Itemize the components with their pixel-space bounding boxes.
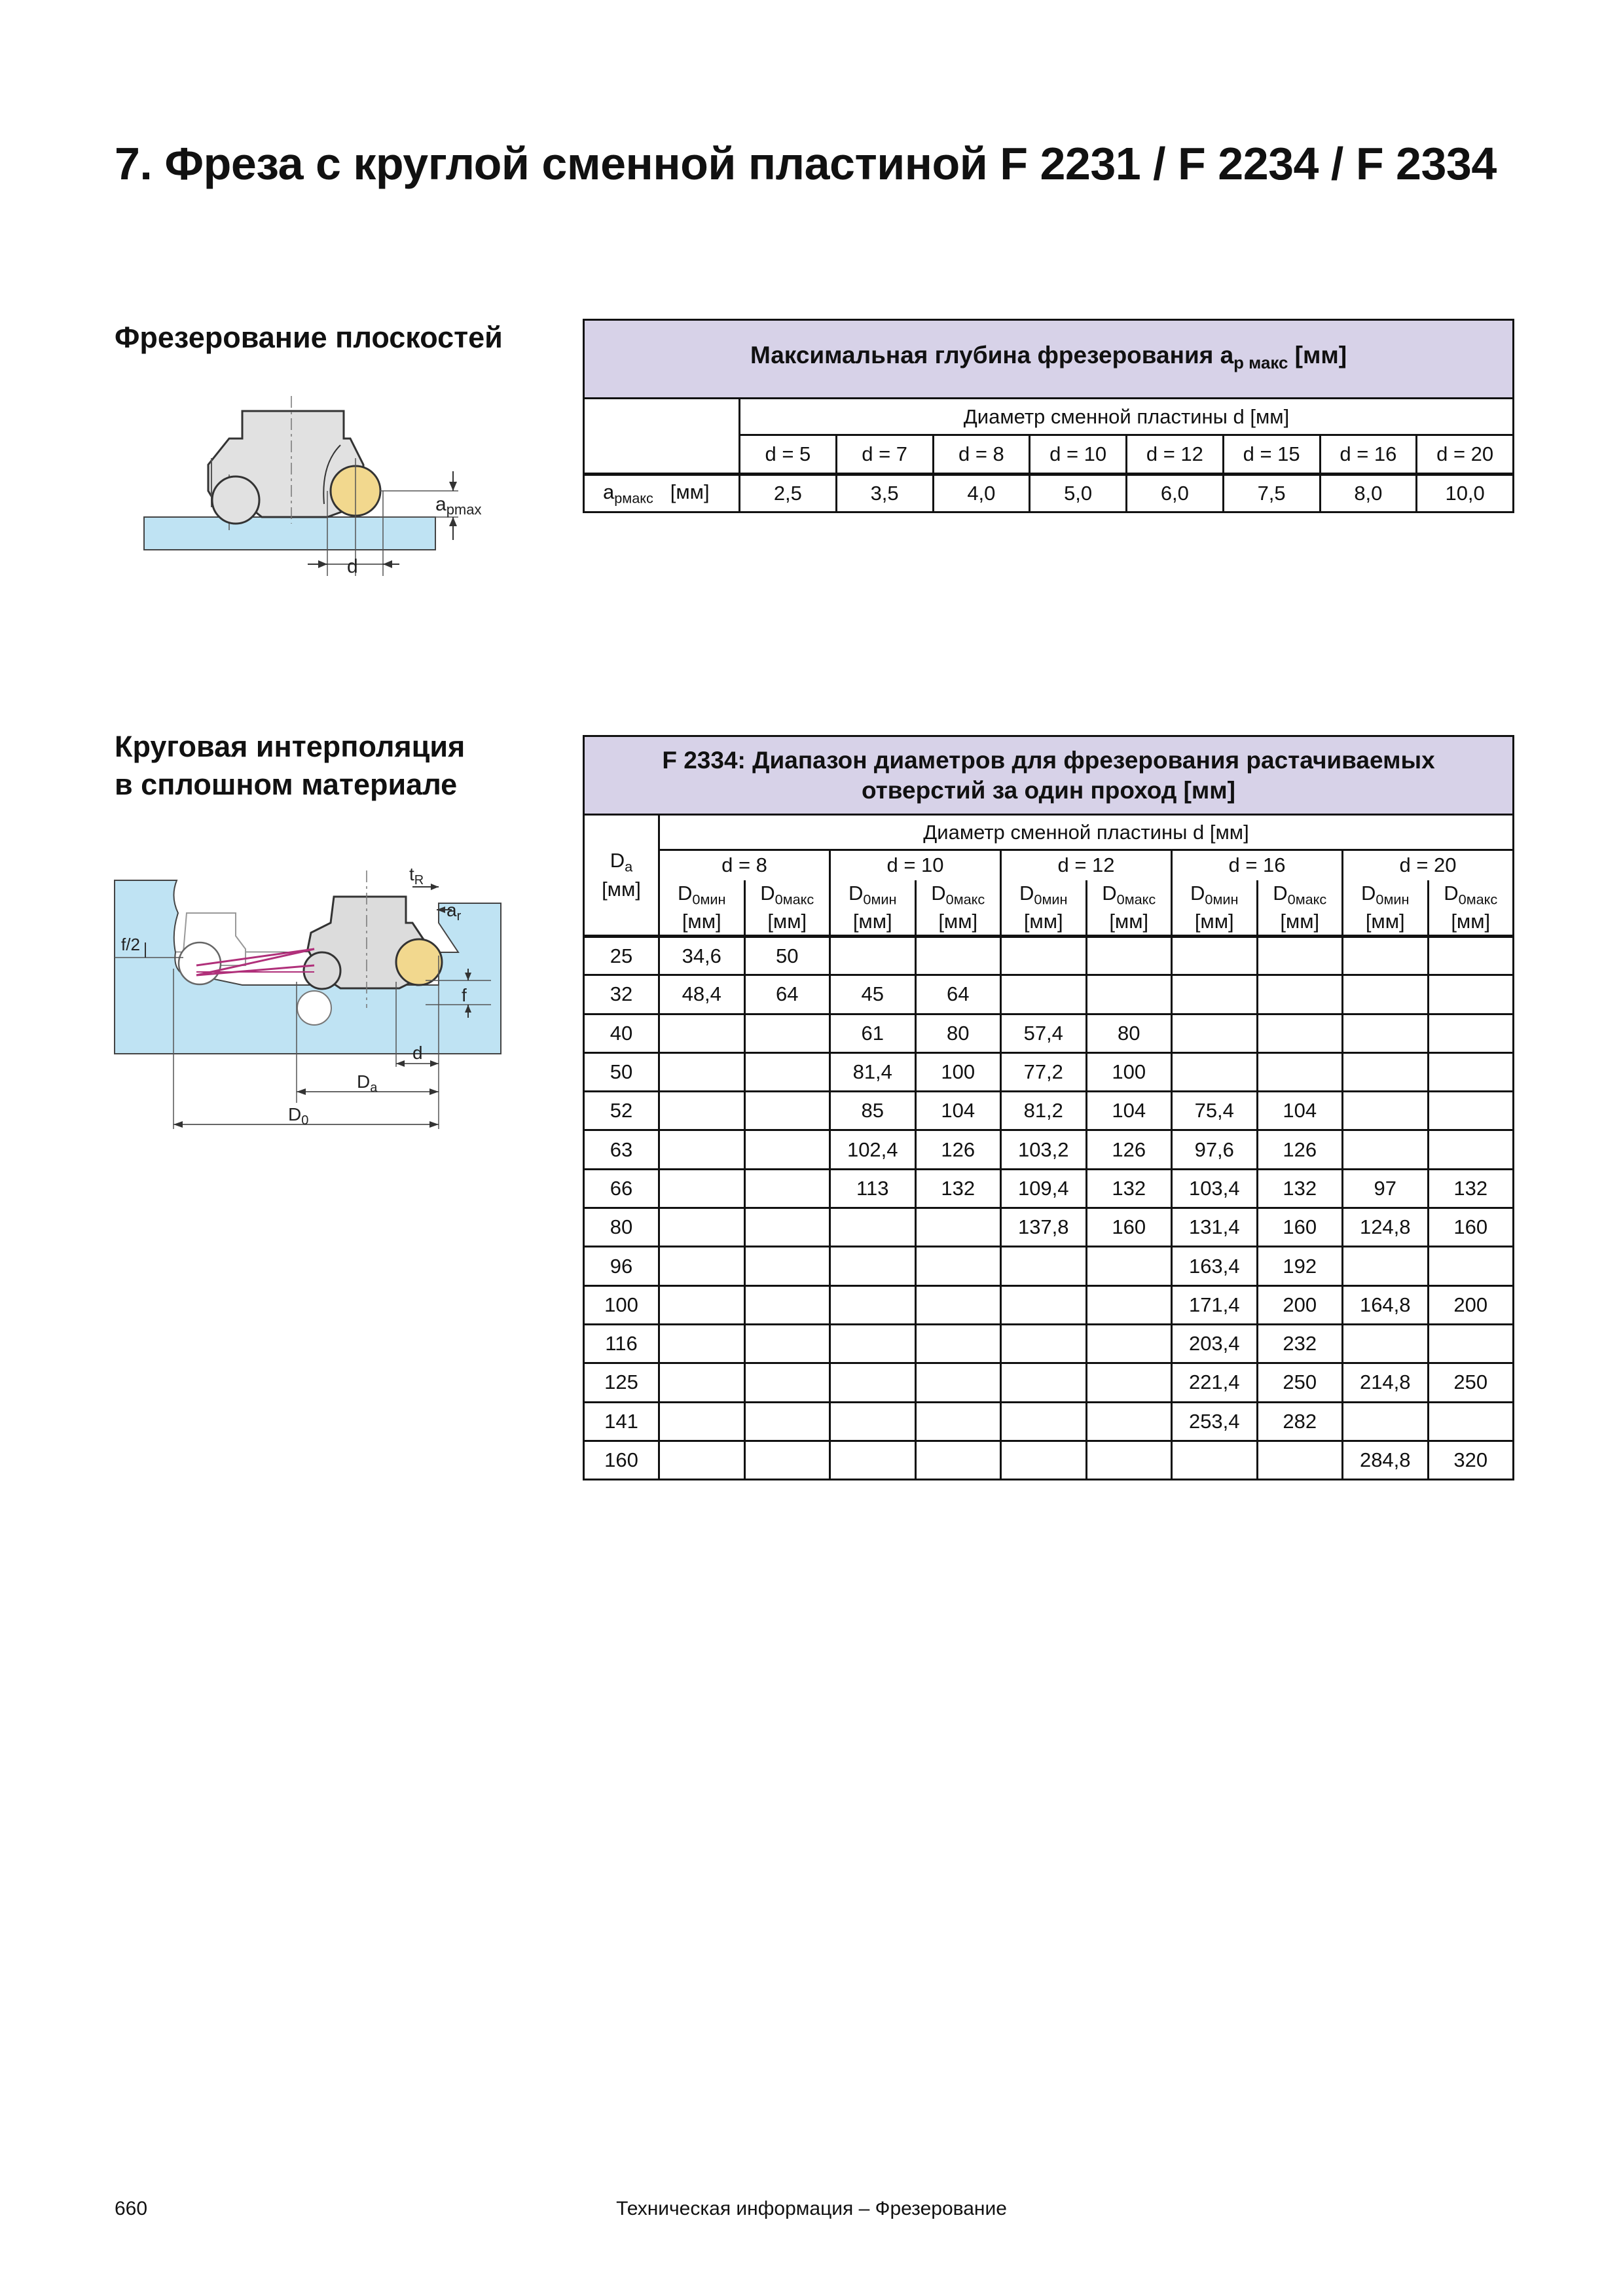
d0max-value — [1428, 975, 1514, 1014]
da-value: 52 — [584, 1092, 659, 1130]
d0min-value — [1001, 1324, 1087, 1363]
d0min-value — [659, 1402, 745, 1441]
label-f: f — [462, 985, 467, 1005]
col-d12: d = 12 — [1127, 435, 1224, 475]
d0max-value — [744, 1247, 830, 1285]
d0max-value — [1428, 1130, 1514, 1169]
da-value: 100 — [584, 1285, 659, 1324]
d0min-value: 214,8 — [1343, 1363, 1429, 1402]
col-d7: d = 7 — [836, 435, 933, 475]
d0min-value: 97 — [1343, 1169, 1429, 1208]
value-cell: 8,0 — [1320, 475, 1417, 512]
table-row — [584, 1285, 1514, 1324]
d0min-value — [830, 1285, 916, 1324]
d0max-value — [1086, 975, 1172, 1014]
table-row — [584, 1014, 1514, 1052]
col-d20: d = 20 — [1417, 435, 1514, 475]
label-d: d — [347, 556, 358, 577]
d0min-value: 113 — [830, 1169, 916, 1208]
d0max-value — [915, 1208, 1001, 1247]
d0max-value — [1428, 937, 1514, 975]
d0max-value: 64 — [744, 975, 830, 1014]
col-d0max-header: $D_{0макс}$ [мм] — [744, 880, 830, 937]
diameter-range-caption — [584, 736, 1514, 815]
table-row — [584, 475, 1514, 512]
table-row — [584, 1208, 1514, 1247]
d0min-value: 284,8 — [1343, 1441, 1429, 1479]
d0min-value: 137,8 — [1001, 1208, 1087, 1247]
d0min-value — [830, 1402, 916, 1441]
d0max-value — [1257, 975, 1343, 1014]
col-d15: d = 15 — [1223, 435, 1320, 475]
d0max-value — [744, 1363, 830, 1402]
d0min-value — [830, 1441, 916, 1479]
diameter-range-table — [583, 735, 1514, 1480]
d0max-value — [1428, 1247, 1514, 1285]
col-d16: d = 16 — [1320, 435, 1417, 475]
d0max-value — [1257, 1052, 1343, 1091]
table-row — [584, 1402, 1514, 1441]
table-row — [584, 937, 1514, 975]
da-value: 141 — [584, 1402, 659, 1441]
d0max-value: 320 — [1428, 1441, 1514, 1479]
d0max-value: 160 — [1257, 1208, 1343, 1247]
workpiece-block — [144, 517, 435, 550]
value-cell: 5,0 — [1030, 475, 1127, 512]
d0min-value — [659, 1052, 745, 1091]
label-ar: $a_r$ — [447, 900, 462, 924]
d0max-value: 104 — [1257, 1092, 1343, 1130]
table-row — [584, 1247, 1514, 1285]
value-cell: 4,0 — [933, 475, 1030, 512]
circular-interpolation-diagram — [111, 851, 517, 1145]
col-d0max-header: $D_{0макс}$ [мм] — [1257, 880, 1343, 937]
d0max-value: 104 — [1086, 1092, 1172, 1130]
max-depth-caption: Максимальная глубина фрезерования $a_{p макс}$ [мм] — [584, 320, 1514, 399]
d0min-value: 164,8 — [1343, 1285, 1429, 1324]
d0min-value — [659, 1014, 745, 1052]
label-apmax: $a_{pmax}$ — [435, 493, 482, 518]
table-row — [584, 1092, 1514, 1130]
d0max-value — [1257, 1014, 1343, 1052]
d0min-value: 57,4 — [1001, 1014, 1087, 1052]
d0min-value: 253,4 — [1172, 1402, 1258, 1441]
d0min-value — [659, 1324, 745, 1363]
d0max-value — [1086, 1363, 1172, 1402]
d0max-value: 50 — [744, 937, 830, 975]
col-d0min-header: $D_{0мин}$ [мм] — [1343, 880, 1429, 937]
d0min-value: 103,2 — [1001, 1130, 1087, 1169]
insert-back — [212, 476, 259, 524]
d0min-value: 48,4 — [659, 975, 745, 1014]
d0min-value — [1172, 937, 1258, 975]
d0min-value — [659, 1208, 745, 1247]
group-d10: d = 10 — [830, 850, 1001, 880]
d0min-value: 45 — [830, 975, 916, 1014]
label-f-half: f/2 — [121, 935, 140, 954]
d0max-value — [915, 1285, 1001, 1324]
d0min-value — [1343, 975, 1429, 1014]
d0min-value — [659, 1285, 745, 1324]
d0min-value — [659, 1130, 745, 1169]
d0min-value — [1343, 1247, 1429, 1285]
d0min-value — [1001, 937, 1087, 975]
label-Da: $D_a$ — [357, 1071, 378, 1095]
d0max-value — [915, 1441, 1001, 1479]
d0max-value: 200 — [1428, 1285, 1514, 1324]
footer-title: Техническая информация – Фрезерование — [616, 2198, 1007, 2219]
d0max-value: 104 — [915, 1092, 1001, 1130]
d0min-value: 102,4 — [830, 1130, 916, 1169]
table-row — [584, 975, 1514, 1014]
d0min-value — [830, 1324, 916, 1363]
row-label-ap: $a_{pмакс}$ [мм] — [584, 475, 740, 512]
d0max-value — [1086, 1402, 1172, 1441]
d0max-value: 132 — [1086, 1169, 1172, 1208]
d0min-value — [1172, 1441, 1258, 1479]
d0max-value — [915, 1363, 1001, 1402]
d0min-value: 221,4 — [1172, 1363, 1258, 1402]
d0max-value: 232 — [1257, 1324, 1343, 1363]
d0max-value: 160 — [1086, 1208, 1172, 1247]
da-header: $D_a$ [мм] — [584, 815, 659, 937]
value-cell: 2,5 — [740, 475, 837, 512]
d0min-value — [1343, 1324, 1429, 1363]
d0min-value — [1001, 1247, 1087, 1285]
d0max-value — [1428, 1052, 1514, 1091]
col-d8: d = 8 — [933, 435, 1030, 475]
d0max-value — [744, 1441, 830, 1479]
d0max-value — [1257, 1441, 1343, 1479]
d0max-value — [744, 1169, 830, 1208]
d0max-value: 250 — [1428, 1363, 1514, 1402]
heading-line-1: Круговая интерполяция — [115, 730, 465, 763]
d0min-value — [659, 1441, 745, 1479]
col-d0max-header: $D_{0макс}$ [мм] — [1428, 880, 1514, 937]
d0min-value: 97,6 — [1172, 1130, 1258, 1169]
d0max-value — [1257, 937, 1343, 975]
d0max-value — [744, 1208, 830, 1247]
label-tR: $t_R$ — [409, 864, 424, 888]
d0min-value — [830, 1363, 916, 1402]
caption-line-2: отверстий за один проход [мм] — [862, 776, 1235, 804]
d0max-value: 80 — [1086, 1014, 1172, 1052]
col-d10: d = 10 — [1030, 435, 1127, 475]
page-title: 7. Фреза с круглой сменной пластиной F 2231 / F 2234 / F 2334 — [115, 138, 1497, 189]
d0max-value — [1428, 1402, 1514, 1441]
d0max-value — [744, 1092, 830, 1130]
value-cell: 7,5 — [1223, 475, 1320, 512]
max-depth-table — [583, 319, 1514, 513]
d0max-value — [1086, 1441, 1172, 1479]
label-D0: $D_0$ — [288, 1104, 309, 1128]
insert-diameter-header: Диаметр сменной пластины d [мм] — [659, 815, 1514, 850]
table-row — [584, 1324, 1514, 1363]
table-row — [584, 1363, 1514, 1402]
da-value: 50 — [584, 1052, 659, 1091]
d0min-value — [1001, 1285, 1087, 1324]
col-d5: d = 5 — [740, 435, 837, 475]
value-cell: 6,0 — [1127, 475, 1224, 512]
d0max-value: 132 — [1257, 1169, 1343, 1208]
d0max-value: 64 — [915, 975, 1001, 1014]
d0max-value: 100 — [1086, 1052, 1172, 1091]
d0min-value: 109,4 — [1001, 1169, 1087, 1208]
d0min-value: 163,4 — [1172, 1247, 1258, 1285]
d0max-value — [1086, 937, 1172, 975]
d0max-value — [915, 937, 1001, 975]
d0min-value — [1001, 975, 1087, 1014]
value-cell: 10,0 — [1417, 475, 1514, 512]
da-value: 66 — [584, 1169, 659, 1208]
group-d16: d = 16 — [1172, 850, 1343, 880]
d0min-value — [1001, 1402, 1087, 1441]
group-d8: d = 8 — [659, 850, 830, 880]
da-value: 160 — [584, 1441, 659, 1479]
d0max-value — [1428, 1014, 1514, 1052]
d0min-value — [1172, 1014, 1258, 1052]
d0max-value — [915, 1247, 1001, 1285]
d0max-value — [744, 1324, 830, 1363]
da-value: 40 — [584, 1014, 659, 1052]
d0max-value — [744, 1130, 830, 1169]
d0max-value: 126 — [915, 1130, 1001, 1169]
da-value: 32 — [584, 975, 659, 1014]
d0max-value: 160 — [1428, 1208, 1514, 1247]
d0max-value — [1086, 1285, 1172, 1324]
d0min-value — [1343, 937, 1429, 975]
diameter-groups-row — [584, 850, 1514, 880]
heading-line-2: в сплошном материале — [115, 768, 458, 801]
value-cell: 3,5 — [836, 475, 933, 512]
d0max-value — [744, 1285, 830, 1324]
d0max-value — [1428, 1092, 1514, 1130]
da-value: 116 — [584, 1324, 659, 1363]
d0min-value: 81,2 — [1001, 1092, 1087, 1130]
d0max-value — [915, 1402, 1001, 1441]
d0min-value: 131,4 — [1172, 1208, 1258, 1247]
d0max-value — [1086, 1324, 1172, 1363]
d0max-value — [915, 1324, 1001, 1363]
d0min-value: 103,4 — [1172, 1169, 1258, 1208]
d0min-value — [659, 1169, 745, 1208]
d0max-value — [1086, 1247, 1172, 1285]
da-value: 25 — [584, 937, 659, 975]
group-d20: d = 20 — [1343, 850, 1514, 880]
d0max-value: 126 — [1086, 1130, 1172, 1169]
table-row — [584, 1052, 1514, 1091]
d0min-value: 81,4 — [830, 1052, 916, 1091]
d0min-value — [1001, 1363, 1087, 1402]
table-row — [584, 1130, 1514, 1169]
d0min-value: 77,2 — [1001, 1052, 1087, 1091]
da-value: 63 — [584, 1130, 659, 1169]
d0max-value — [744, 1014, 830, 1052]
d0min-value: 85 — [830, 1092, 916, 1130]
da-value: 80 — [584, 1208, 659, 1247]
d0max-value: 132 — [1428, 1169, 1514, 1208]
d0min-value — [830, 1247, 916, 1285]
d0min-value: 34,6 — [659, 937, 745, 975]
d0min-value — [659, 1247, 745, 1285]
d0min-value — [1172, 975, 1258, 1014]
d0min-value — [1343, 1052, 1429, 1091]
d0min-value — [659, 1092, 745, 1130]
face-milling-diagram — [131, 393, 524, 583]
insert-front — [396, 939, 442, 985]
table-row — [584, 1441, 1514, 1479]
d0max-value: 250 — [1257, 1363, 1343, 1402]
d0max-value: 192 — [1257, 1247, 1343, 1285]
d0max-value: 100 — [915, 1052, 1001, 1091]
d0min-value — [830, 1208, 916, 1247]
d0min-value — [1343, 1014, 1429, 1052]
col-d0max-header: $D_{0макс}$ [мм] — [1086, 880, 1172, 937]
col-d0min-header: $D_{0мин}$ [мм] — [1001, 880, 1087, 937]
da-value: 96 — [584, 1247, 659, 1285]
col-d0min-header: $D_{0мин}$ [мм] — [659, 880, 745, 937]
col-d0min-header: $D_{0мин}$ [мм] — [1172, 880, 1258, 937]
caption-line-1: F 2334: Диапазон диаметров для фрезерования растачиваемых — [662, 746, 1435, 774]
d0max-value: 282 — [1257, 1402, 1343, 1441]
d0max-value: 126 — [1257, 1130, 1343, 1169]
d0min-value — [1001, 1441, 1087, 1479]
d0max-value — [744, 1402, 830, 1441]
corner-cell — [584, 399, 740, 475]
d0min-value — [659, 1363, 745, 1402]
d0max-value — [744, 1052, 830, 1091]
label-d: d — [412, 1043, 423, 1063]
min-max-header-row — [584, 880, 1514, 937]
group-d12: d = 12 — [1001, 850, 1172, 880]
d0min-value: 203,4 — [1172, 1324, 1258, 1363]
section-heading-face-milling: Фрезерование плоскостей — [115, 321, 503, 354]
d0min-value — [1343, 1402, 1429, 1441]
section-heading-circular-interpolation — [115, 728, 465, 804]
d0min-value — [1343, 1092, 1429, 1130]
d0min-value: 171,4 — [1172, 1285, 1258, 1324]
d0max-value: 80 — [915, 1014, 1001, 1052]
diameter-range-rows — [584, 937, 1514, 1480]
d0min-value: 61 — [830, 1014, 916, 1052]
col-d0max-header: $D_{0макс}$ [мм] — [915, 880, 1001, 937]
d0min-value: 124,8 — [1343, 1208, 1429, 1247]
d0max-value — [1428, 1324, 1514, 1363]
d0min-value — [1343, 1130, 1429, 1169]
d0max-value: 200 — [1257, 1285, 1343, 1324]
table-row — [584, 1169, 1514, 1208]
d0min-value — [830, 937, 916, 975]
insert-diameter-header: Диаметр сменной пластины d [мм] — [740, 399, 1514, 435]
d0min-value — [1172, 1052, 1258, 1091]
page-number: 660 — [115, 2198, 148, 2219]
d0min-value: 75,4 — [1172, 1092, 1258, 1130]
da-value: 125 — [584, 1363, 659, 1402]
col-d0min-header: $D_{0мин}$ [мм] — [830, 880, 916, 937]
d0max-value: 132 — [915, 1169, 1001, 1208]
